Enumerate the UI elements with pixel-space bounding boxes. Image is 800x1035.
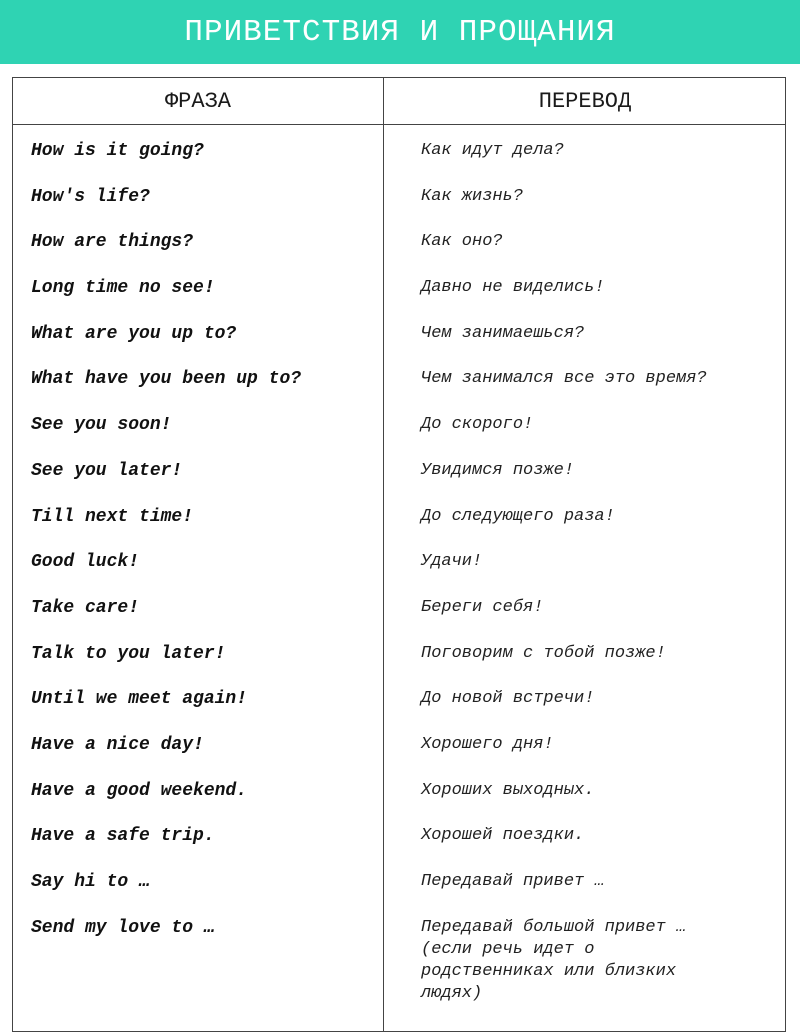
phrase-cell: Send my love to … <box>31 917 215 938</box>
translation-cell: Передавай привет … <box>421 872 605 891</box>
translation-cell: Увидимся позже! <box>421 460 575 480</box>
phrase-cell: Say hi to … <box>31 872 150 892</box>
phrase-cell: Talk to you later! <box>31 643 226 664</box>
phrase-cell: What are you up to? <box>31 323 237 344</box>
translation-cell: До следующего раза! <box>421 506 615 526</box>
phrase-cell: Have a nice day! <box>31 734 204 755</box>
phrase-cell: Till next time! <box>31 506 194 527</box>
phrase-cell: See you soon! <box>31 415 172 436</box>
phrase-cell: Take care! <box>31 597 140 618</box>
translation-cell: Передавай большой привет … (если речь идет о родственниках или близких людях) <box>421 917 687 1003</box>
table-row <box>13 267 785 313</box>
translation-cell: Хорошего дня! <box>421 734 554 754</box>
table-row <box>13 176 785 222</box>
translation-cell: Как идут дела? <box>421 141 564 160</box>
translation-cell: Чем занимаешься? <box>421 323 585 343</box>
phrase-cell: Have a good weekend. <box>31 780 248 801</box>
table-row <box>13 770 785 816</box>
translation-cell: Береги себя! <box>421 597 544 617</box>
phrase-cell: How are things? <box>31 232 194 253</box>
translation-cell: Давно не виделись! <box>421 278 605 298</box>
translation-cell: До скорого! <box>421 415 534 435</box>
table-row <box>13 633 785 679</box>
header-translation: ПЕРЕВОД <box>538 88 632 114</box>
header-phrase: ФРАЗА <box>164 88 231 114</box>
phrase-cell: What have you been up to? <box>31 369 302 390</box>
phrase-cell: Have a safe trip. <box>31 826 215 847</box>
phrase-cell: How's life? <box>31 186 150 207</box>
table-row <box>13 541 785 587</box>
phrase-cell: Until we meet again! <box>31 689 248 710</box>
phrase-cell: How is it going? <box>31 141 204 161</box>
phrase-cell: See you later! <box>31 460 183 481</box>
table-row <box>13 587 785 633</box>
translation-cell: Как жизнь? <box>421 186 524 206</box>
translation-cell: Поговорим с тобой позже! <box>421 643 666 663</box>
translation-cell: Как оно? <box>421 232 503 252</box>
phrase-cell: Long time no see! <box>31 278 215 299</box>
table-row <box>13 861 785 907</box>
translation-cell: Удачи! <box>421 552 483 572</box>
table-body <box>13 130 785 1003</box>
table-row <box>13 724 785 770</box>
phrase-table <box>12 77 786 1032</box>
translation-cell: Хороших выходных. <box>421 780 595 800</box>
table-row <box>13 496 785 542</box>
table-header <box>13 78 785 125</box>
table-row <box>13 815 785 861</box>
table-row <box>13 130 785 176</box>
table-row <box>13 907 785 1003</box>
page-title: ПРИВЕТСТВИЯ И ПРОЩАНИЯ <box>184 14 616 50</box>
table-row <box>13 678 785 724</box>
phrase-cell: Good luck! <box>31 552 140 573</box>
translation-cell: Хорошей поездки. <box>421 826 585 846</box>
translation-cell: До новой встречи! <box>421 689 595 709</box>
table-row <box>13 450 785 496</box>
table-row <box>13 221 785 267</box>
table-row <box>13 313 785 359</box>
translation-cell: Чем занимался все это время? <box>421 369 707 389</box>
table-row <box>13 404 785 450</box>
table-row <box>13 358 785 404</box>
title-banner <box>0 0 800 64</box>
